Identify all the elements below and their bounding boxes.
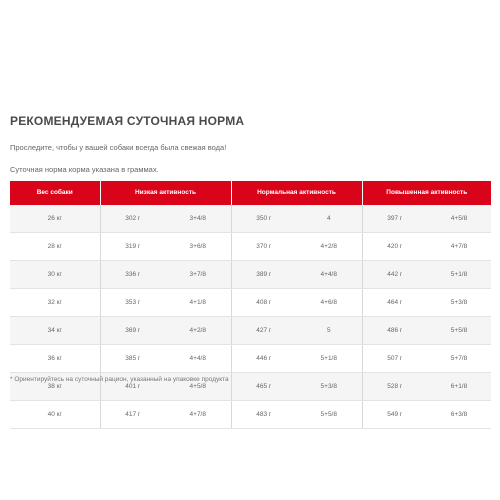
cell-normal-grams: 370 г bbox=[231, 233, 296, 261]
cell-low-grams: 417 г bbox=[100, 401, 165, 429]
cell-weight: 26 кг bbox=[10, 205, 100, 233]
cell-weight: 36 кг bbox=[10, 345, 100, 373]
cell-low-grams: 401 г bbox=[100, 373, 165, 401]
cell-high-grams: 528 г bbox=[362, 373, 427, 401]
cell-high-grams: 442 г bbox=[362, 261, 427, 289]
cell-low-cups: 3+4/8 bbox=[165, 205, 231, 233]
cell-low-grams: 369 г bbox=[100, 317, 165, 345]
cell-high-grams: 397 г bbox=[362, 205, 427, 233]
cell-weight: 28 кг bbox=[10, 233, 100, 261]
cell-high-grams: 464 г bbox=[362, 289, 427, 317]
cell-high-grams: 486 г bbox=[362, 317, 427, 345]
cell-high-cups: 5+1/8 bbox=[427, 261, 491, 289]
cell-high-grams: 507 г bbox=[362, 345, 427, 373]
feeding-table bbox=[10, 181, 491, 429]
cell-low-grams: 385 г bbox=[100, 345, 165, 373]
feeding-table-container bbox=[10, 181, 491, 429]
cell-normal-grams: 350 г bbox=[231, 205, 296, 233]
cell-low-cups: 3+6/8 bbox=[165, 233, 231, 261]
header-high-activity: Повышенная активность bbox=[362, 181, 491, 205]
cell-high-cups: 5+3/8 bbox=[427, 289, 491, 317]
table-row bbox=[10, 317, 491, 345]
cell-normal-cups: 5+5/8 bbox=[296, 401, 362, 429]
cell-normal-grams: 427 г bbox=[231, 317, 296, 345]
table-row bbox=[10, 205, 491, 233]
page-title: РЕКОМЕНДУЕМАЯ СУТОЧНАЯ НОРМА bbox=[10, 114, 245, 128]
cell-low-grams: 353 г bbox=[100, 289, 165, 317]
cell-weight: 32 кг bbox=[10, 289, 100, 317]
cell-high-cups: 5+5/8 bbox=[427, 317, 491, 345]
cell-normal-cups: 5+1/8 bbox=[296, 345, 362, 373]
table-header bbox=[10, 181, 491, 205]
table-body bbox=[10, 205, 491, 429]
cell-low-grams: 302 г bbox=[100, 205, 165, 233]
cell-normal-grams: 483 г bbox=[231, 401, 296, 429]
water-reminder: Проследите, чтобы у вашей собаки всегда была свежая вода! bbox=[10, 143, 227, 152]
table-row bbox=[10, 233, 491, 261]
table-row bbox=[10, 345, 491, 373]
cell-weight: 38 кг bbox=[10, 373, 100, 401]
header-low-activity: Низкая активность bbox=[100, 181, 231, 205]
cell-high-grams: 420 г bbox=[362, 233, 427, 261]
cell-low-cups: 3+7/8 bbox=[165, 261, 231, 289]
cell-normal-grams: 408 г bbox=[231, 289, 296, 317]
header-weight: Вес собаки bbox=[10, 181, 100, 205]
cell-high-cups: 6+3/8 bbox=[427, 401, 491, 429]
cell-weight: 34 кг bbox=[10, 317, 100, 345]
cell-normal-cups: 5 bbox=[296, 317, 362, 345]
cell-high-grams: 549 г bbox=[362, 401, 427, 429]
cell-low-cups: 4+7/8 bbox=[165, 401, 231, 429]
header-normal-activity: Нормальная активность bbox=[231, 181, 362, 205]
cell-low-grams: 319 г bbox=[100, 233, 165, 261]
cell-normal-grams: 389 г bbox=[231, 261, 296, 289]
cell-low-cups: 4+4/8 bbox=[165, 345, 231, 373]
cell-high-cups: 4+7/8 bbox=[427, 233, 491, 261]
cell-normal-cups: 5+3/8 bbox=[296, 373, 362, 401]
cell-normal-grams: 446 г bbox=[231, 345, 296, 373]
cell-normal-grams: 465 г bbox=[231, 373, 296, 401]
cell-high-cups: 4+5/8 bbox=[427, 205, 491, 233]
footnote: * Ориентируйтесь на суточный рацион, указанный на упаковке продукта bbox=[10, 376, 229, 383]
cell-weight: 30 кг bbox=[10, 261, 100, 289]
cell-normal-cups: 4+6/8 bbox=[296, 289, 362, 317]
cell-low-grams: 336 г bbox=[100, 261, 165, 289]
cell-low-cups: 4+2/8 bbox=[165, 317, 231, 345]
table-row bbox=[10, 289, 491, 317]
cell-normal-cups: 4+2/8 bbox=[296, 233, 362, 261]
cell-normal-cups: 4+4/8 bbox=[296, 261, 362, 289]
cell-weight: 40 кг bbox=[10, 401, 100, 429]
table-row bbox=[10, 261, 491, 289]
cell-normal-cups: 4 bbox=[296, 205, 362, 233]
cell-low-cups: 4+5/8 bbox=[165, 373, 231, 401]
cell-high-cups: 5+7/8 bbox=[427, 345, 491, 373]
cell-low-cups: 4+1/8 bbox=[165, 289, 231, 317]
cell-high-cups: 6+1/8 bbox=[427, 373, 491, 401]
table-row bbox=[10, 401, 491, 429]
table-note: Суточная норма корма указана в граммах. bbox=[10, 165, 159, 174]
